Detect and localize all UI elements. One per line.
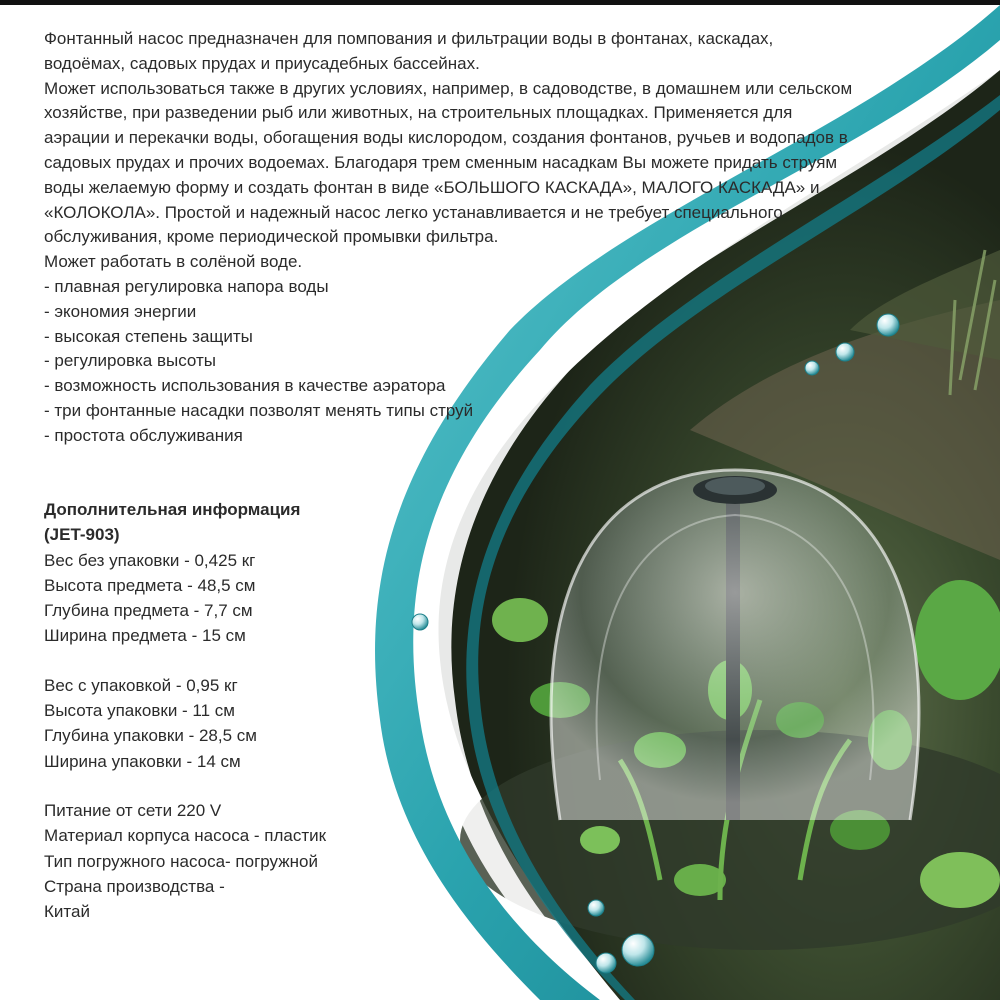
model-name: (JET-903) <box>44 525 120 545</box>
description-line: садовых прудах и прочих водоемах. Благодаря трем сменным насадкам Вы можете придать струям <box>44 152 838 172</box>
description-line: Может использоваться также в других условиях, например, в садоводстве, в домашнем или сельском <box>44 78 853 98</box>
pack-height: Высота упаковки - 11 см <box>44 701 235 721</box>
country-label: Страна производства - <box>44 876 225 896</box>
feature-item: - три фонтанные насадки позволят менять типы струй <box>44 400 474 420</box>
description-line: воды желаемую форму и создать фонтан в виде «БОЛЬШОГО КАСКАДА», МАЛОГО КАСКАДА» и <box>44 177 820 197</box>
power-supply: Питание от сети 220 V <box>44 800 222 820</box>
pump-type: Тип погружного насоса- погружной <box>44 851 318 871</box>
description-line: Фонтанный насос предназначен для помпования и фильтрации воды в фонтанах, каскадах, <box>44 29 774 48</box>
description-line: «КОЛОКОЛА». Простой и надежный насос легко устанавливается и не требует специального <box>44 202 783 222</box>
description-line: водоёмах, садовых прудах и приусадебных бассейнах. <box>44 53 480 73</box>
body-material: Материал корпуса насоса - пластик <box>44 826 327 846</box>
pack-weight: Вес с упаковкой - 0,95 кг <box>44 675 238 695</box>
product-description <box>44 27 989 449</box>
description-line: аэрации и перекачки воды, обогащения воды кислородом, создания фонтанов, ручьев и водопадов в <box>44 128 848 148</box>
item-depth: Глубина предмета - 7,7 см <box>44 601 253 621</box>
item-weight: Вес без упаковки - 0,425 кг <box>44 550 256 570</box>
description-line: обслуживания, кроме периодической промывки фильтра. <box>44 227 499 247</box>
spacer <box>44 774 464 798</box>
feature-item: - простота обслуживания <box>44 425 243 445</box>
feature-item: - высокая степень защиты <box>44 326 253 346</box>
description-line: хозяйстве, при разведении рыб или животных, на строительных площадках. Применяется для <box>44 103 793 123</box>
feature-item: - экономия энергии <box>44 301 197 321</box>
specs-heading: Дополнительная информация <box>44 500 301 519</box>
feature-item: - регулировка высоты <box>44 351 216 371</box>
item-height: Высота предмета - 48,5 см <box>44 575 256 595</box>
country-value: Китай <box>44 902 90 922</box>
feature-item: - возможность использования в качестве аэратора <box>44 376 446 396</box>
feature-item: - плавная регулировка напора воды <box>44 276 329 296</box>
water-dome <box>551 470 919 820</box>
description-line: Может работать в солёной воде. <box>44 252 303 272</box>
item-width: Ширина предмета - 15 см <box>44 626 246 646</box>
specifications <box>44 497 464 924</box>
pack-depth: Глубина упаковки - 28,5 см <box>44 726 257 746</box>
spacer <box>44 649 464 673</box>
pack-width: Ширина упаковки - 14 см <box>44 751 241 771</box>
